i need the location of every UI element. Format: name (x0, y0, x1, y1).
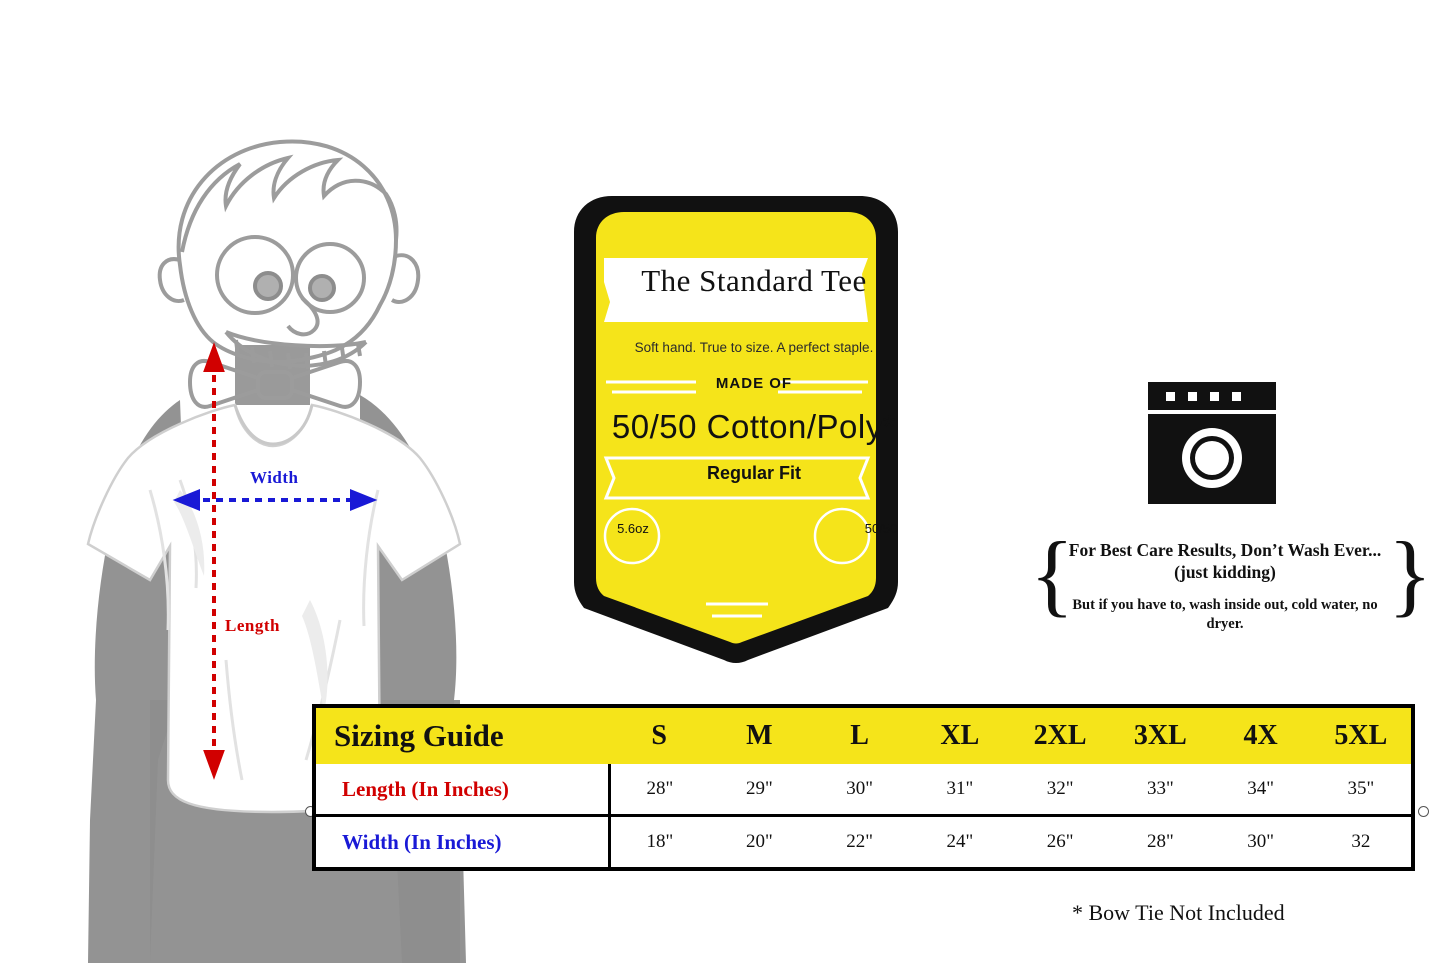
length-4x: 34" (1247, 778, 1274, 799)
tag-blend: 50/50 (864, 521, 898, 536)
brace-right-icon: } (1388, 523, 1433, 625)
length-s: 28" (646, 778, 674, 799)
table-row-width (316, 816, 1411, 868)
width-measure-label: Width (250, 468, 299, 487)
length-m: 29" (745, 778, 773, 799)
sizing-guide-title: Sizing Guide (334, 718, 504, 753)
width-5xl: 32 (1311, 816, 1411, 868)
table-nub-right (1418, 806, 1429, 817)
width-xl: 24" (910, 816, 1010, 868)
length-2xl: 32" (1046, 778, 1074, 799)
tag-weight: 5.6oz (617, 521, 649, 536)
width-m: 20" (709, 816, 809, 868)
size-header-s: S (651, 720, 667, 751)
width-4x: 30" (1211, 816, 1311, 868)
size-header-2xl: 2XL (1033, 720, 1087, 751)
length-xl: 31" (946, 778, 974, 799)
brace-left-icon: { (1030, 523, 1075, 625)
size-header-3xl: 3XL (1133, 720, 1187, 751)
length-l: 30" (846, 778, 873, 799)
footnote: * Bow Tie Not Included (1072, 900, 1285, 925)
size-header-xl: XL (940, 720, 980, 751)
table-row-length (316, 764, 1411, 816)
tag-title: The Standard Tee (641, 263, 867, 298)
length-5xl: 35" (1347, 778, 1375, 799)
care-headline: For Best Care Results, Don’t Wash Ever... (just kidding) (1068, 540, 1382, 582)
size-header-5xl: 5XL (1334, 720, 1388, 751)
sizing-guide-table (312, 704, 1415, 871)
width-3xl: 28" (1110, 816, 1210, 868)
table-header-row (316, 708, 1411, 764)
row-label-length: Length (In Inches) (316, 764, 609, 816)
width-l: 22" (810, 816, 910, 868)
tag-made-of-label: MADE OF (715, 375, 793, 392)
length-3xl: 33" (1146, 778, 1174, 799)
width-2xl: 26" (1010, 816, 1110, 868)
size-header-l: L (850, 720, 869, 751)
care-subtext: But if you have to, wash inside out, cold water, no dryer. (1072, 597, 1378, 632)
tag-fit: Regular Fit (706, 463, 801, 483)
size-header-m: M (746, 720, 773, 751)
tag-material: 50/50 Cotton/Poly* (611, 408, 897, 445)
length-measure-label: Length (225, 616, 280, 635)
row-label-width: Width (In Inches) (316, 816, 609, 868)
width-s: 18" (609, 816, 709, 868)
washing-machine-icon (1148, 382, 1276, 504)
size-header-4x: 4X (1243, 720, 1278, 751)
tag-subtitle: Soft hand. True to size. A perfect staple. (634, 340, 874, 355)
